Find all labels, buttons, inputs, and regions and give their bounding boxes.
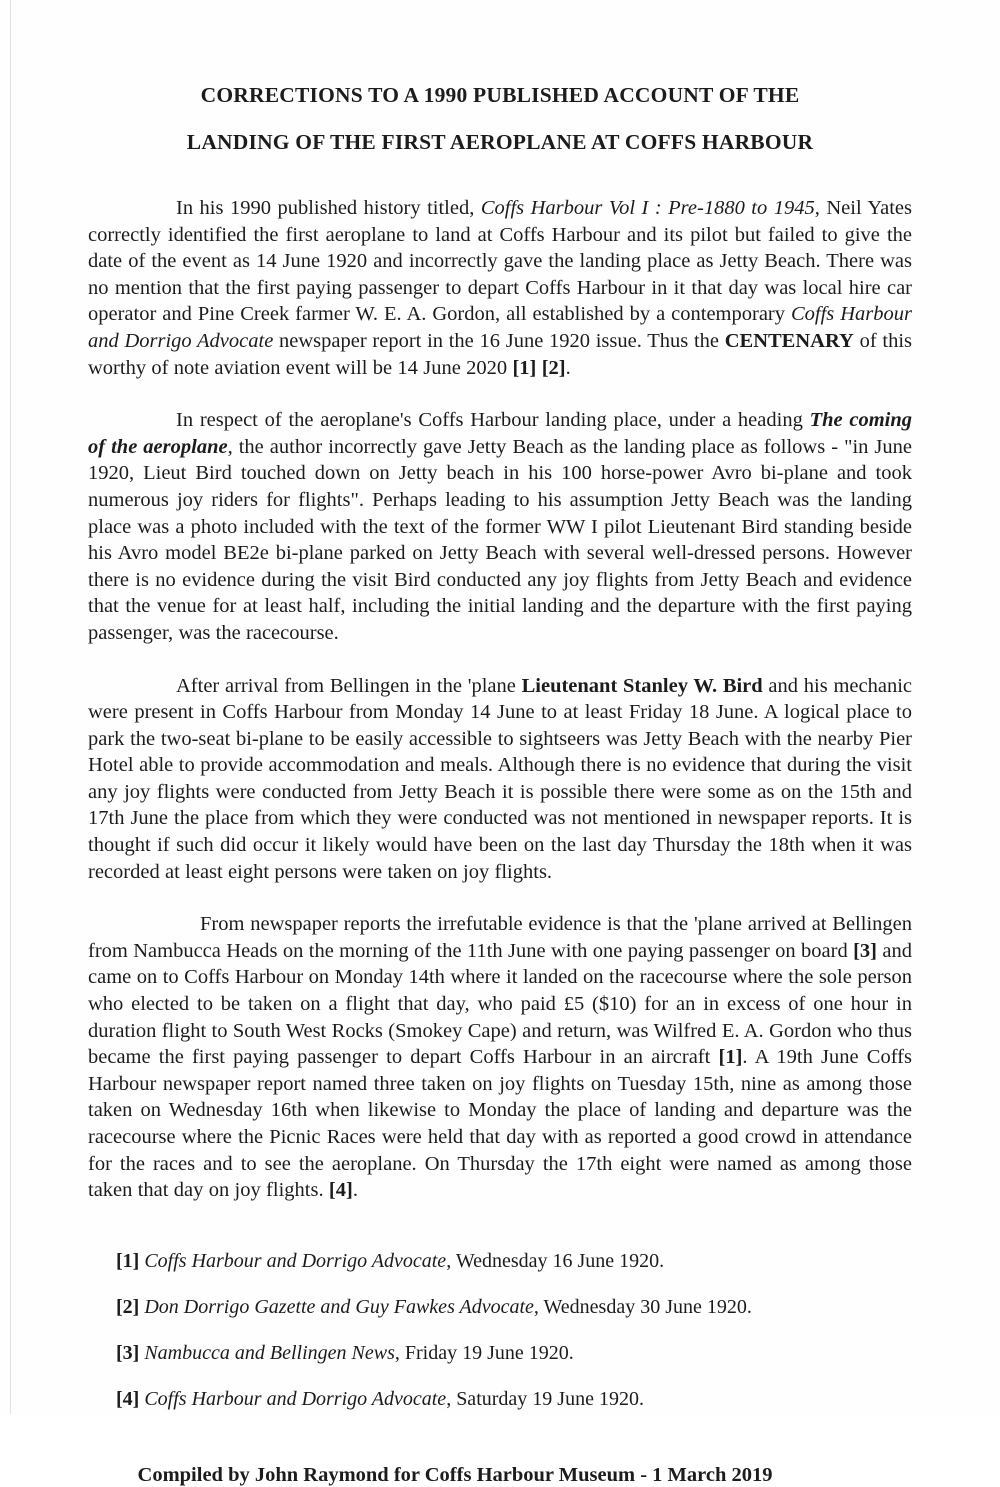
p1-seg-11: . [565,356,571,379]
reference-source: Don Dorrigo Gazette and Guy Fawkes Advocate [144,1295,534,1318]
reference-source: Coffs Harbour and Dorrigo Advocate [144,1387,447,1410]
reference-date: , Friday 19 June 1920. [394,1341,574,1364]
p1-newspaper-name: Coffs Harbour and Dorrigo Advocate [88,303,912,352]
reference-number: [3] [116,1341,140,1364]
footer-credit: Compiled by John Raymond for Coffs Harbour Museum - 1 March 2019 [137,1463,773,1486]
p2-seg-1: In respect of the aeroplane's Coffs Harbour landing place, under a heading [176,409,810,432]
p1-seg-7: of this worthy of note aviation event will be 14 June 2020 [88,329,912,379]
reference-item [88,1274,912,1320]
p1-seg-3: , Neil Yates correctly identified the first aeroplane to land at Coffs Harbour and its pilot but failed to give the date of the event as 14 June 1920 and incorrectly gave the landing place as Jetty Beach. There was no mention that the first paying passenger to depart Coffs Harbour in it that day was local hire car operator and Pine Creek farmer W. E. A. Gordon, all established by a contemporary [88,197,912,326]
p2-seg-3: , the author incorrectly gave Jetty Beach as the landing place as follows - "in June 1920, Lieut Bird touched down on Jetty beach in his 100 horse-power Avro bi-plane and took numerous joy riders for flights". Perhaps leading to his assumption Jetty Beach was the landing place was a photo included with the text of the former WW I pilot Lieutenant Bird standing beside his Avro model BE2e bi-plane parked on Jetty Beach with several well-dressed persons. However there is no evidence during the visit Bird conducted any joy flights from Jetty Beach and evidence that the venue for at least half, including the initial landing and the departure with the first paying passenger, was the racecourse. [88,435,912,644]
p1-seg-1: In his 1990 published history titled, [176,197,481,219]
reference-date: , Wednesday 16 June 1920. [446,1249,665,1272]
paragraph-3 [88,647,912,886]
title-line-1: CORRECTIONS TO A 1990 PUBLISHED ACCOUNT OF THE [200,83,800,107]
reference-list [88,1204,912,1412]
p2-heading-quote: The coming of the aeroplane [88,409,912,458]
p4-seg-7: . [352,1179,358,1202]
p4-ref-marker-4: [4] [328,1179,353,1202]
p4-seg-3: and came on to Coffs Harbour on Monday 14th where it landed on the racecourse where the sole person who elected to be taken on a flight that day, who paid £5 ($10) for an in excess of one hour in duration flight to South West Rocks (Smokey Cape) and return, was Wilfred E. A. Gordon who thus became the first paying passenger to depart Coffs Harbour in an aircraft [88,939,912,1069]
p1-centenary-emphasis: CENTENARY [724,329,854,352]
reference-item [88,1366,912,1412]
reference-number: [1] [116,1249,140,1272]
p1-book-title: Coffs Harbour Vol I : Pre-1880 to 1945 [480,197,815,219]
p1-ref-marker-1: [1] [512,356,537,379]
page-title [88,0,912,153]
p1-ref-marker-2: [2] [541,356,566,379]
reference-date: , Saturday 19 June 1920. [446,1387,644,1410]
paragraph-2 [88,381,912,646]
paragraph-4 [88,885,912,1204]
title-line-2: LANDING OF THE FIRST AEROPLANE AT COFFS HARBOUR [186,129,814,154]
p1-seg-5: newspaper report in the 16 June 1920 issue. Thus the [273,329,725,352]
p3-seg-3: and his mechanic were present in Coffs Harbour from Monday 14 June to at least Friday 18 June. A logical place to park the two-seat bi-plane to be easily accessible to sightseers was Jetty Beach with the nearby Pier Hotel able to provide accommodation and meals. Although there is no evidence that during the visit any joy flights were conducted from Jetty Beach it is possible there were some as on the 15th and 17th June the place from which they were conducted was not mentioned in newspaper reports. It is thought if such did occur it likely would have been on the last day Thursday the 18th when it was recorded at least eight persons were taken on joy flights. [88,674,912,883]
reference-source: Nambucca and Bellingen News [144,1341,395,1364]
reference-item [88,1248,912,1274]
p4-ref-marker-3: [3] [853,939,877,962]
p4-seg-5: . A 19th June Coffs Harbour newspaper report named three taken on joy flights on Tuesday 15th, nine as among those taken on Wednesday 16th when likewise to Monday the place of landing and departure was the racecourse where the Picnic Races were held that day with as reported a good crowd in attendance for the races and to see the aeroplane. On Thursday the 17th eight were named as among those taken that day on joy flights. [88,1046,912,1202]
p4-ref-marker-1: [1] [718,1046,743,1069]
reference-item [88,1320,912,1366]
p4-seg-1: From newspaper reports the irrefutable evidence is that the 'plane arrived at Bellingen from Nambucca Heads on the morning of the 11th June with one paying passenger on board [88,913,912,962]
p3-seg-1: After arrival from Bellingen in the 'plane [176,674,522,697]
scan-edge-line [10,0,11,1414]
document-body [88,0,912,1487]
reference-source: Coffs Harbour and Dorrigo Advocate [144,1249,447,1272]
reference-number: [4] [116,1387,140,1410]
reference-date: , Wednesday 30 June 1920. [533,1295,752,1318]
reference-number: [2] [116,1295,140,1318]
p3-pilot-name: Lieutenant Stanley W. Bird [521,674,763,697]
paragraph-1 [88,153,912,381]
